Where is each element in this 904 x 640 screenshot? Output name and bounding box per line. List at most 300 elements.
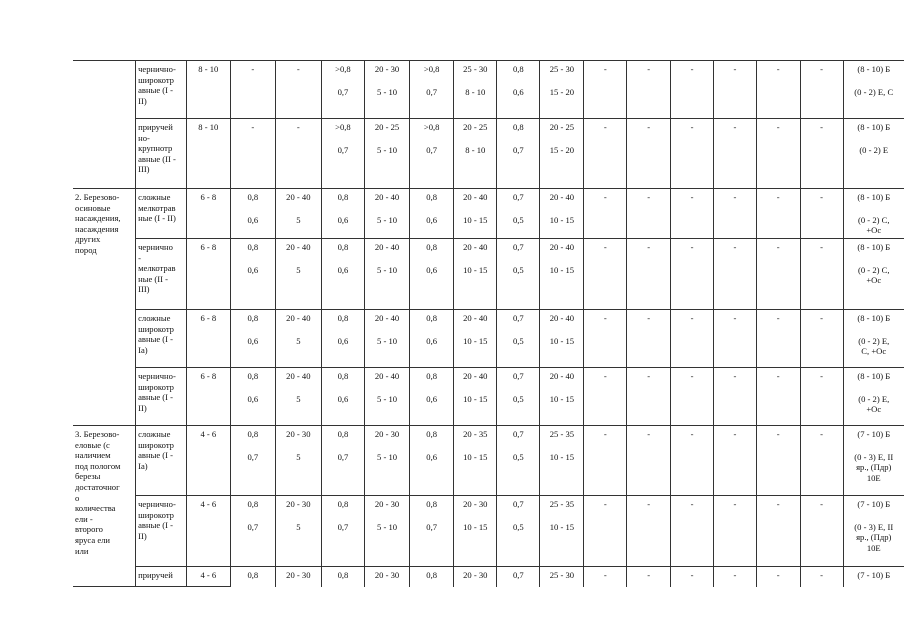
value-top: 20 - 40 [463,192,488,202]
value-bottom: 0,6 [247,264,259,275]
value-cell [671,119,714,189]
value-cell [671,567,714,587]
value-bottom: 0,7 [337,86,349,97]
value-cell [713,239,756,310]
value-top: - [690,570,694,580]
value-cell [713,61,756,119]
value-top: 0,7 [512,429,524,439]
table-row [73,239,904,310]
value-bottom: 10 - 15 [549,393,575,404]
composition-admixture: (0 - 2) С, +Ос [858,214,890,236]
value-top: - [820,192,824,202]
value-bottom: 0,7 [426,86,438,97]
value-top: 20 - 25 [549,122,575,132]
value-cell [627,567,671,587]
composition-admixture: (0 - 2) С, +Ос [858,264,890,286]
value-cell [497,496,540,567]
value-cell [800,61,843,119]
value-bottom: 5 - 10 [377,144,398,155]
value-top: - [776,313,780,323]
value-cell [800,426,843,496]
forest-type-cell: приручей но- крупнотр авные (II - III) [136,119,187,189]
value-top: - [647,313,651,323]
forest-type-cell: приручей [136,567,187,587]
composition-main: (7 - 10) Б [857,499,891,509]
value-top: 20 - 40 [374,242,400,252]
value-bottom: 5 - 10 [377,335,398,346]
value-bottom: 0,5 [512,393,524,404]
forest-type-cell: чернично- широкотр авные (I - II) [136,368,187,426]
value-top: - [690,429,694,439]
value-top: 20 - 40 [549,192,575,202]
value-bottom: 0,6 [512,86,524,97]
value-bottom: 0,6 [426,335,438,346]
value-bottom: 5 - 10 [377,264,398,275]
value-cell [497,119,540,189]
value-top: - [820,570,824,580]
value-top: - [776,570,780,580]
value-cell [230,426,275,496]
value-top: 0,7 [512,313,524,323]
composition-cell [843,368,904,426]
value-bottom: 0,6 [247,335,259,346]
value-cell [756,310,800,368]
value-top: 0,8 [247,313,259,323]
value-bottom: 5 - 10 [377,86,398,97]
value-top: - [733,371,737,381]
composition-cell [843,189,904,239]
value-cell [756,426,800,496]
value-cell [627,119,671,189]
value-cell [627,310,671,368]
value-top: 0,8 [247,371,259,381]
value-cell [540,368,584,426]
value-bottom: 0,6 [337,393,349,404]
value-cell [230,496,275,567]
value-cell [713,496,756,567]
composition-cell [843,310,904,368]
value-cell [410,119,454,189]
value-top: 25 - 35 [549,429,575,439]
value-cell [497,426,540,496]
value-bottom: 10 - 15 [463,214,488,225]
value-bottom: 10 - 15 [549,521,575,532]
value-bottom: 15 - 20 [549,86,575,97]
value-cell [365,310,410,368]
composition-admixture: (0 - 2) Е, С [854,86,894,97]
value-cell [713,189,756,239]
value-top: - [690,192,694,202]
age-cell: 4 - 6 [186,567,230,587]
value-cell [410,426,454,496]
table-row [73,310,904,368]
value-top: - [733,570,737,580]
value-top: 25 - 30 [463,64,488,74]
value-bottom: 10 - 15 [549,451,575,462]
value-top: 20 - 25 [463,122,488,132]
value-top: >0,8 [335,122,351,132]
value-top: 0,8 [426,429,438,439]
table-row [73,189,904,239]
value-cell [713,426,756,496]
value-cell [410,496,454,567]
value-cell [230,567,275,587]
value-cell [756,61,800,119]
value-top: 25 - 30 [549,64,575,74]
value-cell [584,496,627,567]
value-cell [671,426,714,496]
value-cell [321,426,364,496]
value-cell [365,426,410,496]
value-cell [365,496,410,567]
value-top: >0,8 [423,64,440,74]
value-top: - [603,242,607,252]
value-cell [627,61,671,119]
value-cell [756,239,800,310]
value-top: - [776,192,780,202]
value-cell [410,189,454,239]
composition-admixture: (0 - 2) Е, +Ос [858,393,890,415]
value-bottom: 0,5 [512,451,524,462]
value-top: - [776,122,780,132]
value-cell [497,239,540,310]
value-top: >0,8 [423,122,440,132]
table-row [73,496,904,567]
value-cell [275,368,321,426]
value-cell [230,189,275,239]
composition-cell [843,567,904,587]
value-top: - [647,122,651,132]
value-top: - [647,192,651,202]
value-top: 20 - 40 [286,313,311,323]
composition-main: (7 - 10) Б [857,570,891,580]
value-cell [584,567,627,587]
value-bottom: 5 [296,264,301,275]
value-cell [321,239,364,310]
value-bottom: 0,6 [426,393,438,404]
composition-admixture: (0 - 2) Е [859,144,889,155]
value-cell [454,426,497,496]
value-cell [671,310,714,368]
value-top: 20 - 40 [463,371,488,381]
group-cell-empty [73,61,136,189]
value-bottom: 0,7 [512,144,524,155]
value-bottom: 10 - 15 [463,393,488,404]
value-top: 0,8 [426,192,438,202]
value-cell [321,310,364,368]
value-cell [800,239,843,310]
value-top: - [690,242,694,252]
value-top: 0,8 [247,242,259,252]
composition-admixture: (0 - 3) Е, II яр., (Пдр) 10Е [854,451,894,483]
value-top: 20 - 30 [463,499,488,509]
value-top: 0,8 [337,242,349,252]
value-cell [365,567,410,587]
value-bottom: 5 [296,393,301,404]
value-cell [540,61,584,119]
value-top: - [690,64,694,74]
value-top: 20 - 30 [286,429,311,439]
value-top: 0,8 [512,122,524,132]
value-top: - [776,429,780,439]
value-bottom: 5 [296,335,301,346]
value-cell [540,239,584,310]
value-bottom: 0,6 [337,264,349,275]
table-row [73,567,904,587]
value-bottom: 0,6 [426,214,438,225]
value-cell [275,61,321,119]
value-cell [800,368,843,426]
forestry-table [73,60,904,587]
value-bottom: 0,5 [512,214,524,225]
value-top: - [647,499,651,509]
forest-type-cell: чернично- широкотр авные (I - II) [136,61,187,119]
value-cell [584,310,627,368]
value-top: 0,8 [247,429,259,439]
value-top: - [776,499,780,509]
age-cell: 4 - 6 [186,426,230,496]
value-cell [454,119,497,189]
value-cell [540,567,584,587]
value-cell [756,189,800,239]
value-bottom: 5 - 10 [377,521,398,532]
value-cell [756,368,800,426]
composition-main: (8 - 10) Б [857,242,891,252]
value-cell [275,567,321,587]
value-cell [230,310,275,368]
age-cell: 6 - 8 [186,310,230,368]
value-top: 0,8 [426,313,438,323]
value-top: - [603,570,607,580]
value-top: - [820,429,824,439]
table-row [73,119,904,189]
value-bottom: 0,6 [426,451,438,462]
value-top: - [733,313,737,323]
value-top: 20 - 40 [286,192,311,202]
composition-main: (7 - 10) Б [857,429,891,439]
value-cell [410,310,454,368]
value-bottom: 8 - 10 [465,86,486,97]
value-cell [410,61,454,119]
value-top: 0,8 [426,499,438,509]
value-top: 25 - 30 [549,570,575,580]
value-top: 0,8 [247,192,259,202]
value-cell [365,61,410,119]
value-cell [756,496,800,567]
value-top: - [647,242,651,252]
value-top: 0,8 [512,64,524,74]
value-top: 0,8 [426,242,438,252]
value-cell [800,310,843,368]
value-cell [275,496,321,567]
value-cell [365,368,410,426]
value-top: >0,8 [335,64,351,74]
value-cell [497,567,540,587]
value-bottom: 0,7 [337,144,349,155]
value-cell [454,567,497,587]
value-cell [713,368,756,426]
value-cell [454,368,497,426]
value-bottom: 0,6 [247,214,259,225]
forest-type-cell: сложные широкотр авные (I - Ia) [136,426,187,496]
value-top: 0,7 [512,371,524,381]
value-cell [584,189,627,239]
value-cell [713,310,756,368]
value-cell [454,61,497,119]
forest-type-cell: сложные мелкотрав ные (I - II) [136,189,187,239]
composition-main: (8 - 10) Б [857,192,891,202]
value-bottom: 0,6 [337,214,349,225]
value-top: 20 - 40 [374,371,400,381]
value-top: - [820,371,824,381]
age-cell: 4 - 6 [186,496,230,567]
value-top: - [733,242,737,252]
value-top: 20 - 30 [286,570,311,580]
value-cell [454,189,497,239]
value-top: - [820,499,824,509]
value-bottom: 0,5 [512,521,524,532]
value-top: 0,7 [512,192,524,202]
value-bottom: 0,5 [512,335,524,346]
group-cell: 2. Березово- осиновые насаждения, насаждения других пород [73,189,136,426]
value-cell [454,496,497,567]
value-top: 25 - 35 [549,499,575,509]
value-bottom: 5 [296,451,301,462]
table-row [73,426,904,496]
composition-main: (8 - 10) Б [857,122,891,132]
forest-type-cell: чернично - мелкотрав ные (II - III) [136,239,187,310]
value-top: 20 - 30 [374,499,400,509]
value-cell [275,239,321,310]
value-top: 20 - 40 [463,313,488,323]
value-top: - [820,242,824,252]
value-top: 20 - 30 [463,570,488,580]
value-top: 20 - 40 [286,242,311,252]
value-bottom: 0,7 [247,451,259,462]
value-bottom: 5 [296,521,301,532]
value-cell [454,239,497,310]
value-top: 20 - 30 [374,429,400,439]
value-top: - [603,313,607,323]
value-cell [321,61,364,119]
value-top: - [690,122,694,132]
value-top: - [733,192,737,202]
value-top: 0,8 [337,429,349,439]
value-cell [627,496,671,567]
value-cell [454,310,497,368]
value-bottom: 0,5 [512,264,524,275]
value-cell [671,496,714,567]
age-cell: 6 - 8 [186,189,230,239]
age-cell: 6 - 8 [186,239,230,310]
value-top: - [820,313,824,323]
value-cell [275,426,321,496]
value-cell [540,310,584,368]
value-top: - [296,122,300,132]
value-bottom: 10 - 15 [463,335,488,346]
value-cell [671,189,714,239]
value-bottom: 0,6 [247,393,259,404]
value-cell [584,239,627,310]
age-cell: 8 - 10 [186,119,230,189]
value-cell [540,119,584,189]
value-cell [365,119,410,189]
value-top: 0,7 [512,242,524,252]
value-top: 0,7 [512,570,524,580]
value-cell [275,189,321,239]
value-bottom: 0,6 [337,335,349,346]
value-cell [230,239,275,310]
value-cell [800,189,843,239]
value-cell [230,119,275,189]
value-bottom: 10 - 15 [549,214,575,225]
value-cell [275,310,321,368]
value-top: 0,8 [337,192,349,202]
value-top: - [603,429,607,439]
composition-cell [843,119,904,189]
value-cell [497,368,540,426]
value-top: 0,8 [337,371,349,381]
value-top: 0,8 [247,570,259,580]
value-top: 20 - 30 [374,64,400,74]
value-top: - [251,64,255,74]
value-top: - [603,64,607,74]
value-top: 20 - 25 [374,122,400,132]
value-cell [756,567,800,587]
group-cell: 3. Березово- еловые (с наличием под пологом березы достаточног о количества ели - второго яруса ели или [73,426,136,587]
composition-main: (8 - 10) Б [857,371,891,381]
table-row [73,368,904,426]
value-top: - [733,122,737,132]
value-top: - [251,122,255,132]
value-cell [800,119,843,189]
value-cell [410,567,454,587]
value-top: - [776,64,780,74]
composition-admixture: (0 - 3) Е, II яр., (Пдр) 10Е [854,521,894,553]
value-top: - [647,429,651,439]
value-bottom: 5 - 10 [377,393,398,404]
composition-cell [843,239,904,310]
table-row [73,61,904,119]
value-cell [321,119,364,189]
value-top: 0,8 [426,570,438,580]
value-top: 20 - 40 [374,192,400,202]
composition-cell [843,426,904,496]
value-top: - [603,192,607,202]
value-cell [410,239,454,310]
value-top: 20 - 40 [549,371,575,381]
value-top: 20 - 40 [549,242,575,252]
value-top: - [776,371,780,381]
value-cell [410,368,454,426]
value-cell [321,496,364,567]
composition-cell [843,61,904,119]
value-cell [540,426,584,496]
value-bottom: 10 - 15 [463,521,488,532]
value-top: 20 - 40 [549,313,575,323]
age-cell: 8 - 10 [186,61,230,119]
composition-main: (8 - 10) Б [857,313,891,323]
value-bottom: 0,6 [426,264,438,275]
value-bottom: 0,7 [247,521,259,532]
value-top: - [690,499,694,509]
value-bottom: 5 [296,214,301,225]
value-top: 0,8 [337,313,349,323]
value-top: - [733,499,737,509]
value-cell [497,189,540,239]
value-top: - [733,429,737,439]
value-cell [497,61,540,119]
